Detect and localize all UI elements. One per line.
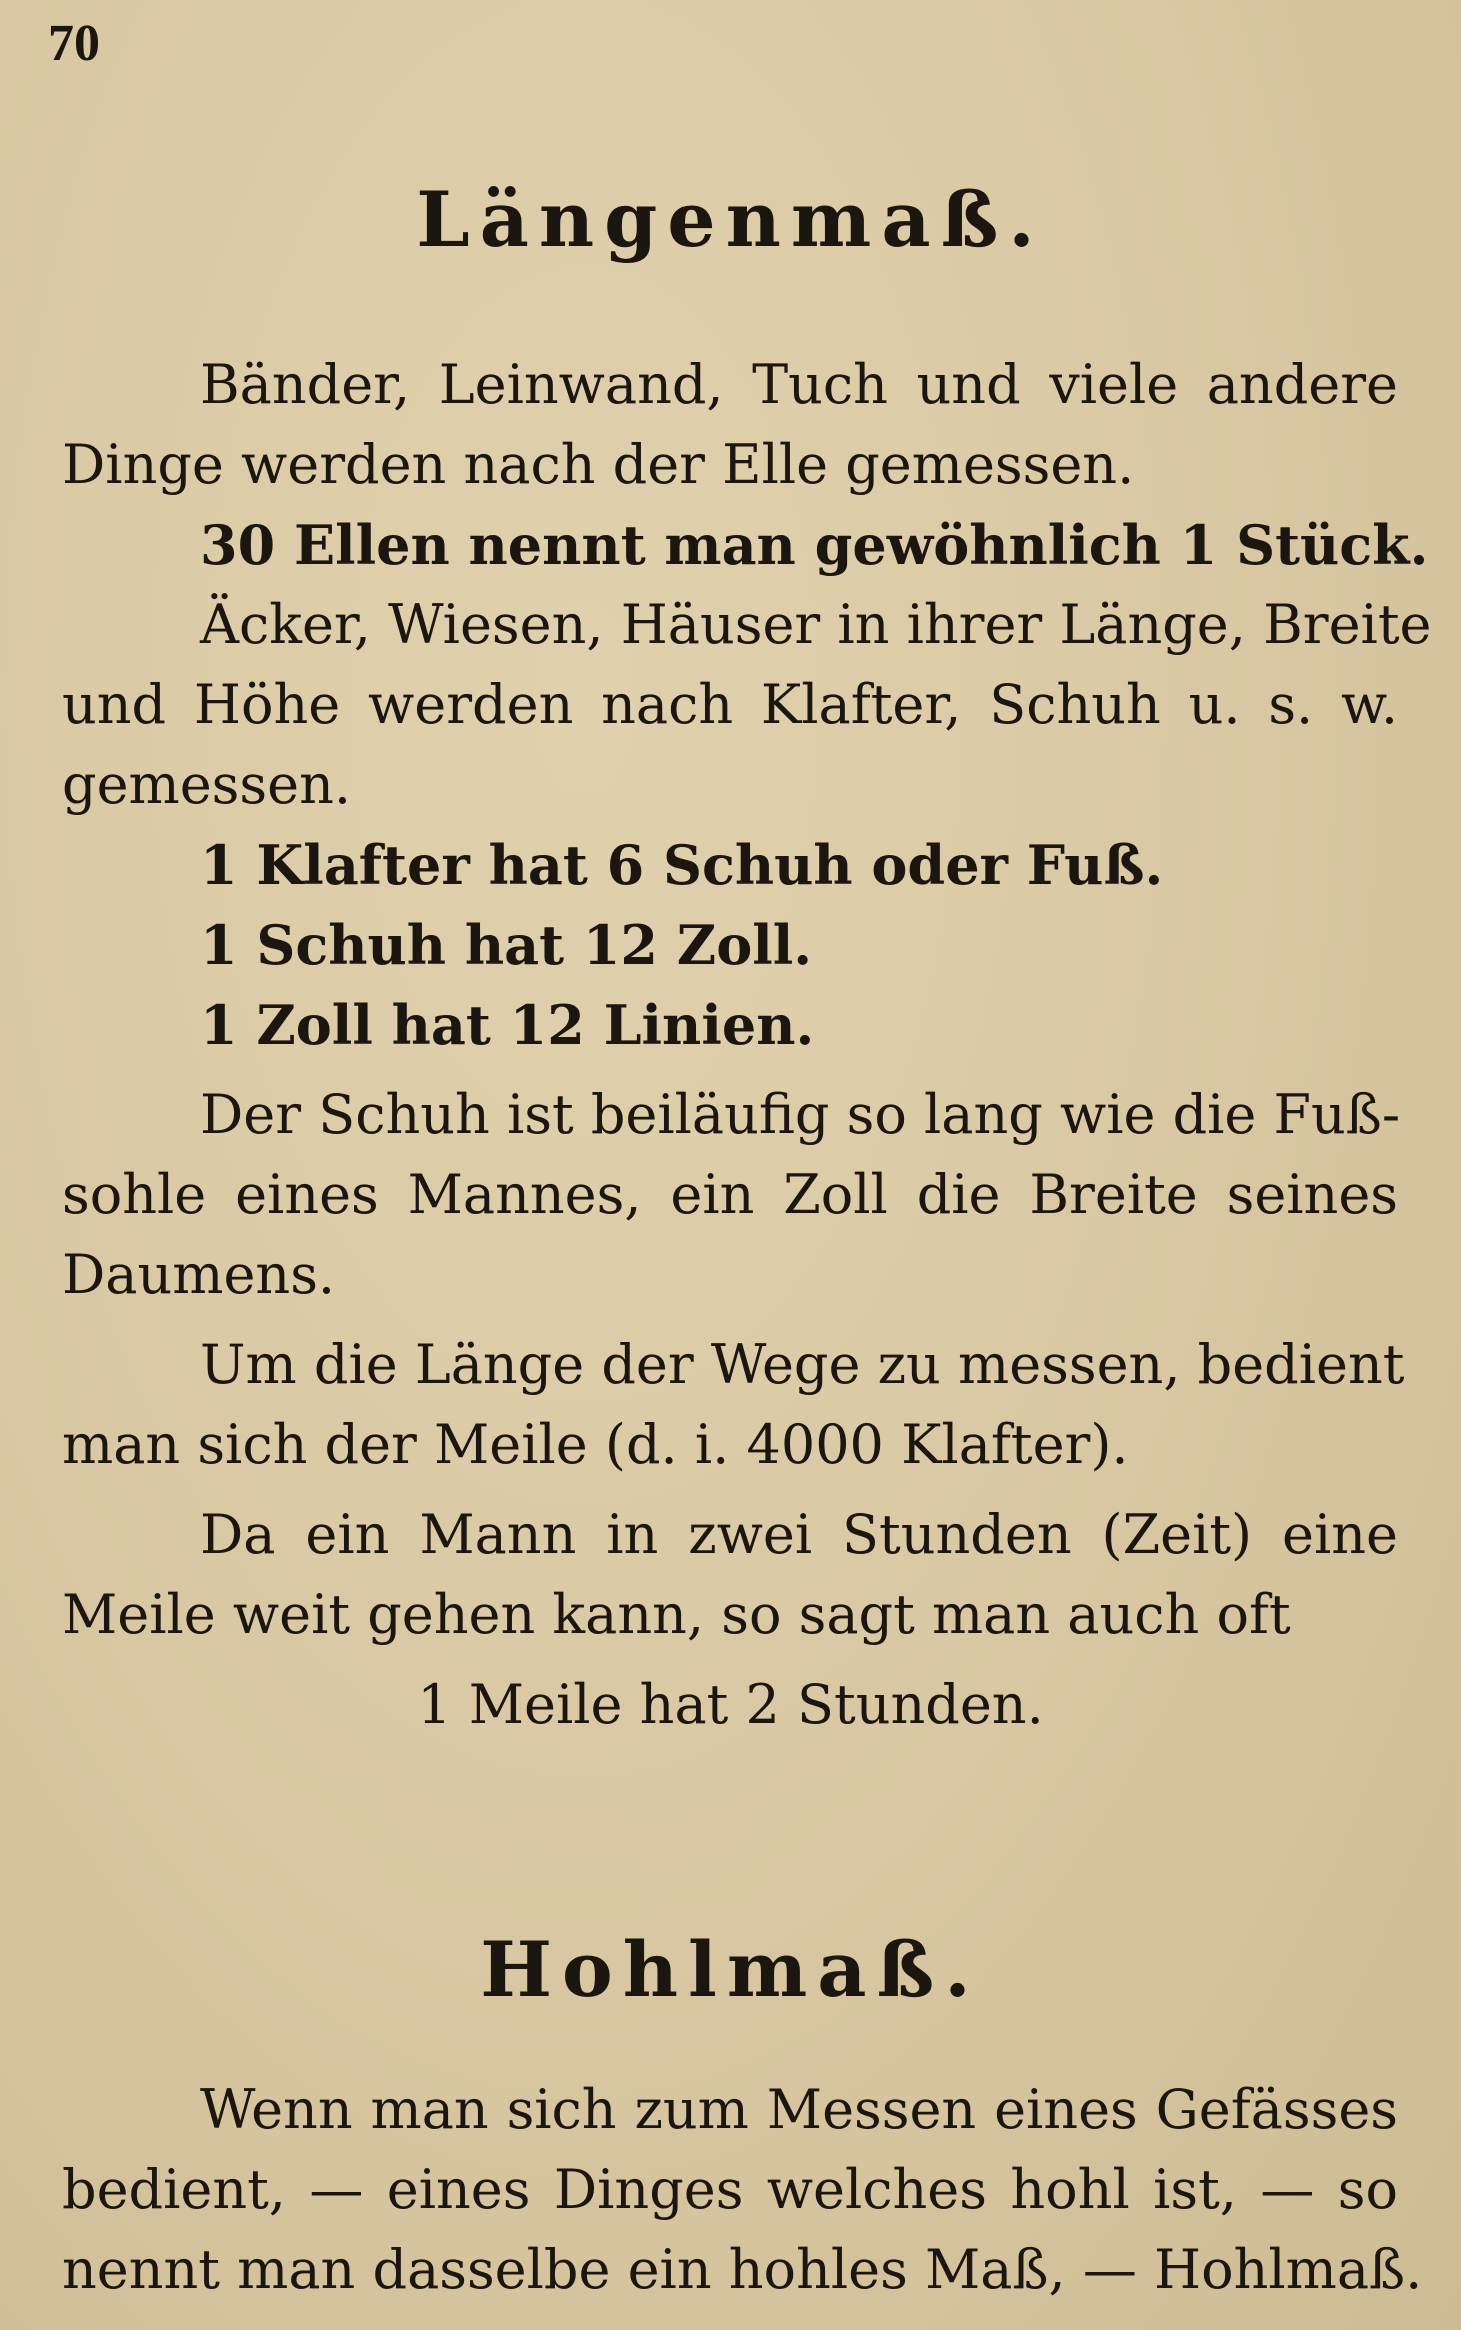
text-line: Um die Länge der Wege zu messen, bedient xyxy=(200,1333,1405,1396)
text-line: gemessen. xyxy=(62,753,352,816)
section-title-hohlmass: Hohlmaß. xyxy=(480,1925,981,2014)
text-line: nennt man dasselbe ein hohles Maß, — Hohlmaß. xyxy=(62,2238,1423,2301)
text-line: Daumens. xyxy=(62,1243,336,1306)
bold-rule-line: 1 Schuh hat 12 Zoll. xyxy=(200,913,813,977)
text-line: bedient, — eines Dinges welches hohl ist, — so xyxy=(62,2158,1398,2221)
section-title-laengenmass: Längenmaß. xyxy=(416,175,1045,264)
bold-rule-line: 30 Ellen nennt man gewöhnlich 1 Stück. xyxy=(200,513,1429,577)
text-line: Meile weit gehen kann, so sagt man auch oft xyxy=(62,1583,1291,1646)
bold-rule-line: 1 Klafter hat 6 Schuh oder Fuß. xyxy=(200,833,1164,897)
text-line: Der Schuh ist beiläufig so lang wie die Fuß- xyxy=(200,1083,1401,1146)
text-line: Äcker, Wiesen, Häuser in ihrer Länge, Breite xyxy=(200,593,1432,656)
centered-rule-line: 1 Meile hat 2 Stunden. xyxy=(417,1673,1044,1736)
text-line: und Höhe werden nach Klafter, Schuh u. s. w. xyxy=(62,673,1398,736)
page-number: 70 xyxy=(48,15,100,72)
text-line: man sich der Meile (d. i. 4000 Klafter). xyxy=(62,1413,1129,1476)
text-line: Wenn man sich zum Messen eines Gefässes xyxy=(200,2078,1398,2141)
text-line: Da ein Mann in zwei Stunden (Zeit) eine xyxy=(200,1503,1398,1566)
bold-rule-line: 1 Zoll hat 12 Linien. xyxy=(200,993,815,1057)
text-line: Dinge werden nach der Elle gemessen. xyxy=(62,433,1135,496)
text-line: Bänder, Leinwand, Tuch und viele andere xyxy=(200,353,1398,416)
text-line: sohle eines Mannes, ein Zoll die Breite seines xyxy=(62,1163,1398,1226)
